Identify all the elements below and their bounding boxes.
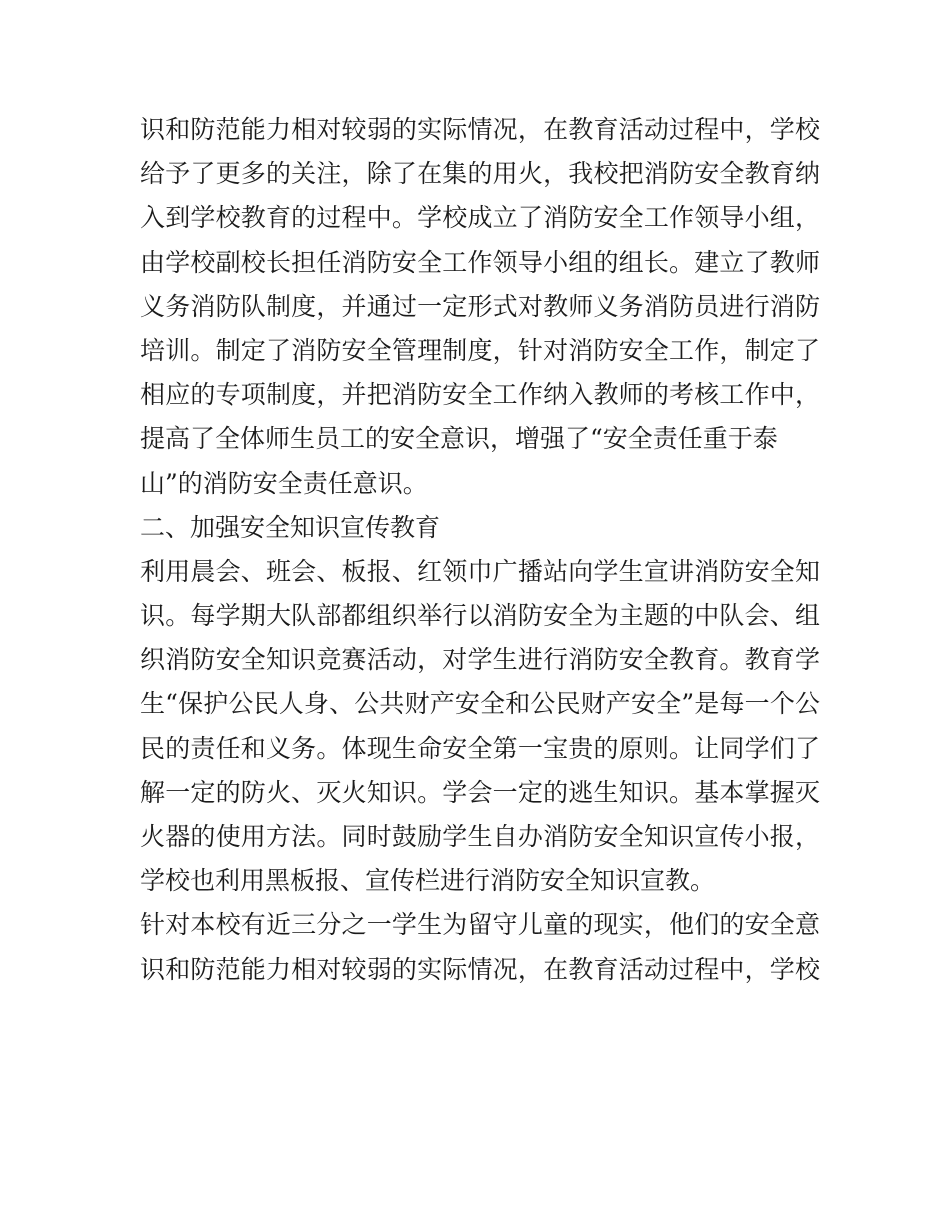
section-heading: 二、加强安全知识宣传教育 <box>140 512 441 542</box>
text-line: 义务消防队制度，并通过一定形式对教师义务消防员进行消防 <box>140 291 820 321</box>
text-line: 火器的使用方法。同时鼓励学生自办消防安全知识宣传小报， <box>140 822 820 851</box>
text-line: 识和防范能力相对较弱的实际情况，在教育活动过程中，学校 <box>140 115 820 144</box>
text-line: 培训。制定了消防安全管理制度，针对消防安全工作，制定了 <box>140 335 820 365</box>
text-line: 利用晨会、班会、板报、红领巾广播站向学生宣讲消防安全知 <box>140 556 820 586</box>
text-line: 学校也利用黑板报、宣传栏进行消防安全知识宣教。 <box>140 866 716 896</box>
text-line: 织消防安全知识竞赛活动，对学生进行消防安全教育。教育学 <box>140 645 820 675</box>
text-line: 相应的专项制度，并把消防安全工作纳入教师的考核工作中， <box>140 380 820 410</box>
text-line: 生“保护公民人身、公共财产安全和公民财产安全”是每一个公 <box>140 689 820 719</box>
text-line: 民的责任和义务。体现生命安全第一宝贵的原则。让同学们了 <box>140 733 820 763</box>
text-line: 山”的消防安全责任意识。 <box>140 468 428 498</box>
text-line: 识和防范能力相对较弱的实际情况，在教育活动过程中，学校 <box>140 954 820 984</box>
text-line: 给予了更多的关注，除了在集的用火，我校把消防安全教育纳 <box>140 159 820 189</box>
document-body <box>140 108 820 992</box>
text-line: 提高了全体师生员工的安全意识，增强了“安全责任重于泰 <box>140 424 778 454</box>
text-line: 入到学校教育的过程中。学校成立了消防安全工作领导小组， <box>140 203 820 233</box>
text-line: 解一定的防火、灭火知识。学会一定的逃生知识。基本掌握灭 <box>140 777 820 807</box>
text-line: 由学校副校长担任消防安全工作领导小组的组长。建立了教师 <box>140 247 820 277</box>
text-line: 识。每学期大队部都组织举行以消防安全为主题的中队会、组 <box>140 601 820 631</box>
text-line: 针对本校有近三分之一学生为留守儿童的现实，他们的安全意 <box>140 910 820 940</box>
